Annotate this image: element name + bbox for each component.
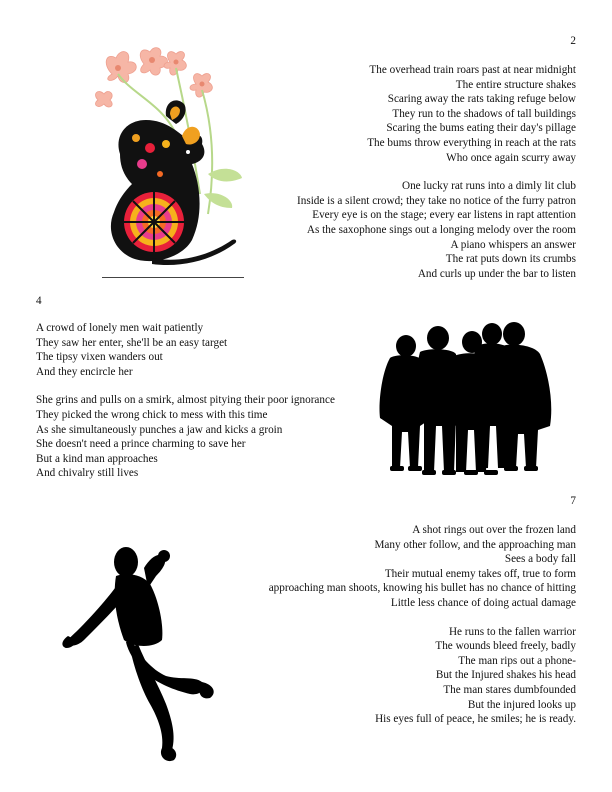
rat-papercut-illustration (92, 44, 252, 274)
falling-man-silhouette-illustration (62, 544, 242, 764)
verse-line: But the Injured shakes his head (435, 669, 576, 682)
verse-line: And curls up under the bar to listen (417, 267, 576, 280)
verse-line: The wounds bleed freely, badly (435, 640, 576, 653)
stanza-4-2 (36, 393, 376, 481)
verse-line: The man stares dumbfounded (443, 683, 576, 696)
verse-line: The entire structure shakes (455, 78, 576, 91)
verse-line: The tipsy vixen wanders out (36, 351, 163, 364)
verse-line: Scaring the bums eating their day's pillage (386, 122, 576, 135)
verse-line: And they encircle her (36, 365, 133, 378)
verse-line: The bums throw everything in reach at the rats (367, 136, 576, 149)
verse-line: Their mutual enemy takes off, true to form (384, 567, 576, 580)
stanza-4-1 (36, 321, 376, 379)
verse-line: The rat puts down its crumbs (445, 253, 576, 266)
page-number-4: 4 (36, 295, 42, 307)
poem-section-4 (36, 321, 376, 495)
verse-line: A crowd of lonely men wait patiently (36, 322, 204, 334)
page-number-2: 2 (570, 35, 576, 47)
verse-line: They run to the shadows of tall buildings (392, 107, 576, 120)
flower-icon (96, 48, 213, 107)
crowd-silhouette-illustration (376, 322, 556, 478)
verse-line: But a kind man approaches (36, 452, 158, 465)
verse-line: Inside is a silent crowd; they take no notice of the furry patron (297, 194, 576, 207)
verse-line: They picked the wrong chick to mess with this time (36, 408, 268, 421)
verse-line: She doesn't need a prince charming to save her (36, 438, 246, 451)
verse-line: His eyes full of peace, he smiles; he is ready. (375, 713, 576, 726)
verse-line: They saw her enter, she'll be an easy target (36, 336, 228, 349)
verse-line: A shot rings out over the frozen land (412, 524, 576, 536)
verse-line: And chivalry still lives (36, 467, 139, 480)
verse-line: He runs to the fallen warrior (448, 625, 576, 638)
verse-line: As she simultaneously punches a jaw and kicks a groin (36, 423, 283, 436)
verse-line: But the injured looks up (467, 698, 576, 711)
verse-line: The overhead train roars past at near midnight (369, 64, 576, 76)
verse-line: Who once again scurry away (446, 151, 576, 164)
verse-line: Sees a body fall (504, 553, 576, 566)
verse-line: approaching man shoots, knowing his bullet has no chance of hitting (268, 582, 576, 595)
verse-line: Many other follow, and the approaching man (374, 538, 576, 551)
verse-line: Scaring away the rats taking refuge below (387, 93, 576, 106)
verse-line: The man rips out a phone- (458, 654, 576, 667)
verse-line: One lucky rat runs into a dimly lit club (402, 180, 576, 193)
verse-line: Little less chance of doing actual damage (390, 596, 576, 609)
verse-line: A piano whispers an answer (450, 238, 576, 251)
illustration-divider (102, 277, 244, 278)
page-number-7: 7 (570, 495, 576, 507)
verse-line: Every eye is on the stage; every ear listens in rapt attention (312, 209, 576, 222)
verse-line: As the saxophone sings out a longing melody over the room (306, 223, 576, 236)
verse-line: She grins and pulls on a smirk, almost pitying their poor ignorance (36, 394, 335, 407)
rat-icon (111, 100, 236, 265)
